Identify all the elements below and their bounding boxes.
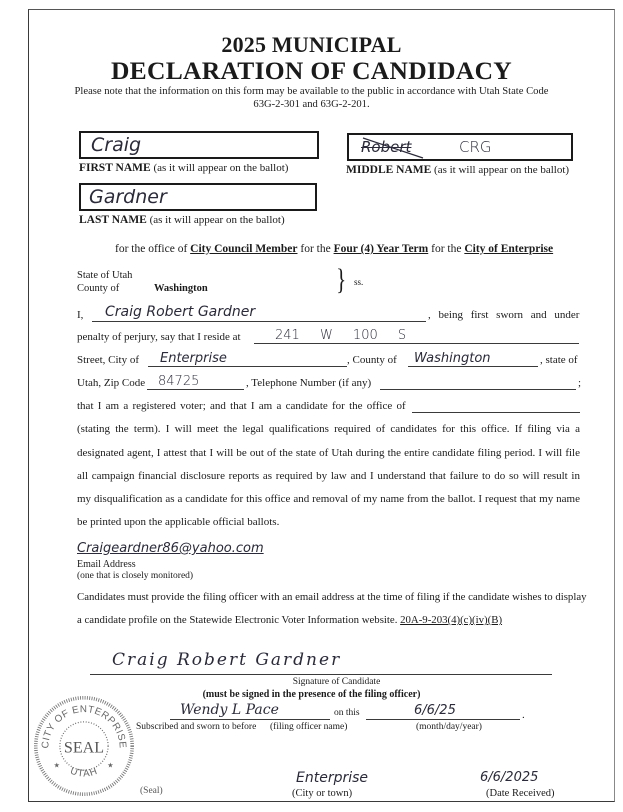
paragraph-line-5: be printed upon the applicable official ballots. [77,516,280,528]
phone-semicolon: ; [578,377,582,389]
venue-county-value: Washington [154,283,208,294]
office-mid2: for the [431,243,462,255]
email-notice-text: a candidate profile on the Statewide Electronic Voter Information website. [77,614,398,626]
first-name-label [79,162,288,174]
office-term: Four (4) Year Term [333,243,429,255]
seal-label: (Seal) [140,786,163,796]
office-of-line[interactable] [412,412,580,413]
first-name-value: Craig [91,134,142,156]
penalty-text: penalty of perjury, say that I reside at [77,331,241,343]
officer-name-label: (filing officer name) [270,722,348,732]
on-this-text: on this [334,708,360,718]
city-value[interactable]: Enterprise [160,351,227,366]
brace-icon: } [336,263,347,296]
seal-center-text: SEAL [63,739,105,757]
city-seal-stamp [34,696,134,796]
date-line [366,719,520,720]
subscribed-sworn-text: Subscribed and sworn to before [136,722,257,732]
date-format-label: (month/day/year) [416,722,482,732]
seal-bottom-text: UTAH [68,765,100,780]
last-name-label-hint: (as it will appear on the ballot) [149,214,285,226]
date-received-label: (Date Received) [486,788,555,799]
street-address-value[interactable]: 241 W 100 S [275,328,407,343]
county-label: , County of [347,354,397,366]
svg-text:UTAH [69,766,100,780]
zip-label: Utah, Zip Code [77,377,146,389]
county-line [408,366,538,367]
paragraph-line-2: designated agent, I attest that I will be out of the state of Utah during the entire candidate filing period. I will file [77,447,580,459]
attestation-date-value[interactable]: 6/6/25 [414,703,456,718]
seal-star-right-icon: ★ [107,761,114,770]
middle-name-struck-value: Robert [361,138,412,156]
middle-name-label-bold: MIDDLE NAME [346,164,432,176]
middle-name-label [346,164,569,176]
address-line [254,343,579,344]
last-name-label [79,214,285,226]
last-name-value: Gardner [89,186,167,208]
last-name-label-bold: LAST NAME [79,214,147,226]
registered-voter-text: that I am a registered voter; and that I am a candidate for the office of [77,400,406,412]
form-title-year: 2025 MUNICIPAL [221,32,402,57]
date-received-value[interactable]: 6/6/2025 [480,770,539,785]
officer-signature-line [170,719,330,720]
strike-through-mark [359,136,429,160]
email-hint: (one that is closely monitored) [77,571,194,581]
zip-value[interactable]: 84725 [158,374,200,389]
first-name-field[interactable] [79,131,319,159]
candidate-signature-value[interactable]: Craig Robert Gardner [112,650,342,670]
phone-label: , Telephone Number (if any) [246,377,372,389]
zip-line [147,389,244,390]
venue-county-label: County of [77,283,120,294]
middle-name-label-hint: (as it will appear on the ballot) [434,164,570,176]
office-line [115,243,553,255]
signature-label: Signature of Candidate [292,677,381,687]
email-notice-line1: Candidates must provide the filing officer with an email address at the time of filing if the candidate wishes to display [77,591,587,603]
venue-state: State of Utah [77,270,133,281]
city-line [148,366,347,367]
office-jurisdiction: City of Enterprise [464,243,554,255]
venue-ss: ss. [354,277,364,287]
signature-line [90,674,552,675]
first-name-label-hint: (as it will appear on the ballot) [153,162,289,174]
signature-sublabel: (must be signed in the presence of the filing officer) [202,689,421,700]
email-label: Email Address [77,559,136,570]
email-value[interactable]: Craigeardner86@yahoo.com [77,541,264,556]
middle-name-value: CRG [459,138,492,156]
street-city-label: Street, City of [77,354,140,366]
oath-i-label: I, [77,309,84,321]
county-value[interactable]: Washington [414,351,491,366]
sworn-text: , being first sworn and under [428,309,580,321]
email-notice-line2 [77,614,502,626]
paragraph-line-4: my disqualification as a candidate for this office and removal of my name from the ballot. I request that my name [77,493,580,505]
city-or-town-value[interactable]: Enterprise [296,770,369,786]
paragraph-line-1: (stating the term). I will meet the legal qualifications required of candidates for this office. If filing via a [77,423,580,435]
state-of-text: , state of [540,354,578,366]
last-name-field[interactable] [79,183,317,211]
form-title: DECLARATION OF CANDIDACY [110,56,513,85]
office-mid: for the [300,243,331,255]
code-reference-link[interactable]: 20A-9-203(4)(c)(iv)(B) [400,614,503,626]
middle-name-field[interactable] [347,133,573,161]
date-period: . [522,709,525,721]
privacy-note-line2: 63G-2-301 and 63G-2-201. [253,99,370,110]
phone-line[interactable] [380,389,576,390]
full-name-line [92,321,426,322]
privacy-note-line1: Please note that the information on this form may be available to the public in accordance with Utah State Code [74,86,549,97]
city-or-town-label: (City or town) [292,788,353,799]
full-name-value[interactable]: Craig Robert Gardner [105,304,256,320]
first-name-label-bold: FIRST NAME [79,162,151,174]
seal-top-text: CITY OF ENTERPRISE [40,704,128,749]
office-name: City Council Member [190,243,298,255]
seal-star-left-icon: ★ [53,761,61,770]
paragraph-line-3: all campaign financial disclosure reports as required by law and I understand that failure to do so will result in [77,470,580,482]
officer-signature-value[interactable]: Wendy L Pace [180,702,279,718]
office-prefix: for the office of [115,243,188,255]
